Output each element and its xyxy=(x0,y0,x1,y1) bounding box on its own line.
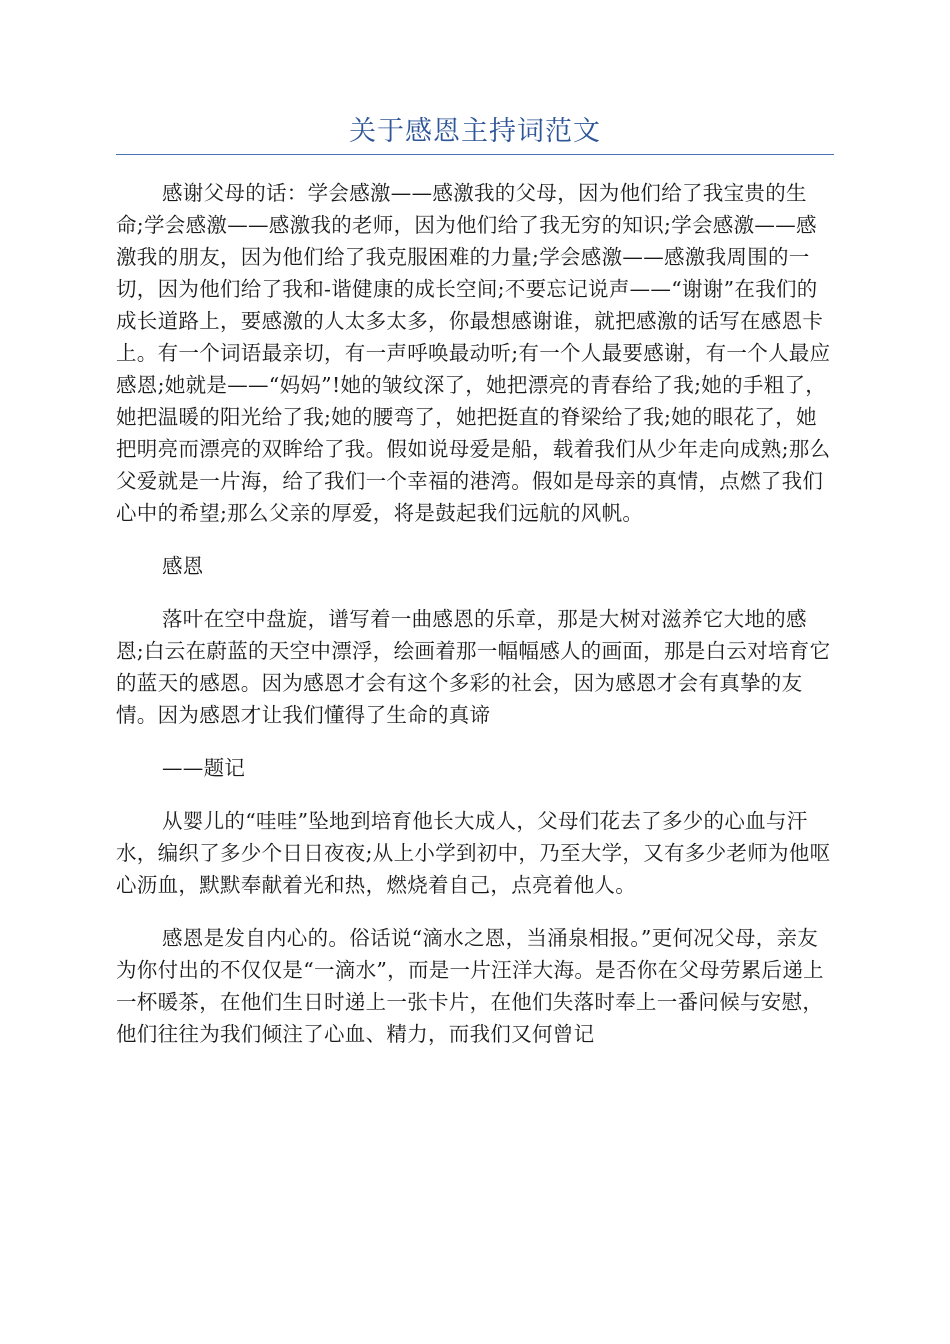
document-page xyxy=(116,112,834,1071)
paragraph-parents-teachers: 从婴儿的“哇哇”坠地到培育他长大成人，父母们花去了多少的心血与汗水，编织了多少个日日夜夜;从上小学到初中，乃至大学，又有多少老师为他呕心沥血，默默奉献着光和热，燃烧着自己，点亮着他人。 xyxy=(116,809,831,897)
paragraph-gratitude-from-heart: 感恩是发自内心的。俗话说“滴水之恩，当涌泉相报。”更何况父母，亲友为你付出的不仅仅是“一滴水”，而是一片汪洋大海。是否你在父母劳累后递上一杯暖茶，在他们生日时递上一张卡片，在他们失落时奉上一番问候与安慰，他们往往为我们倾注了心血、精力，而我们又何曾记 xyxy=(116,926,824,1046)
paragraph-falling-leaves: 落叶在空中盘旋，谱写着一曲感恩的乐章，那是大树对滋养它大地的感恩;白云在蔚蓝的天空中漂浮，绘画着那一幅幅感人的画面，那是白云对培育它的蓝天的感恩。因为感恩才会有这个多彩的社会，因为感恩才会有真挚的友情。因为感恩才让我们懂得了生命的真谛 xyxy=(116,607,831,727)
epigraph-label: ——题记 xyxy=(162,756,246,780)
section-heading-gratitude: 感恩 xyxy=(162,554,204,578)
title-underline xyxy=(116,154,834,155)
document-title: 关于感恩主持词范文 xyxy=(349,116,601,147)
paragraph-thanks-parents: 感谢父母的话：学会感激——感激我的父母，因为他们给了我宝贵的生命;学会感激——感激我的老师，因为他们给了我无穷的知识;学会感激——感激我的朋友，因为他们给了我克服困难的力量;学会感激——感激我周围的一切，因为他们给了我和-谐健康的成长空间;不要忘记说声——“谢谢”在我们的成长道路上，要感激的人太多太多，你最想感谢谁，就把感激的话写在感恩卡上。有一个词语最亲切，有一声呼唤最动听;有一个人最要感谢，有一个人最应感恩;她就是——“妈妈”!她的皱纹深了，她把漂亮的青春给了我;她的手粗了，她把温暖的阳光给了我;她的腰弯了，她把挺直的脊梁给了我;她的眼花了，她把明亮而漂亮的双眸给了我。假如说母爱是船，载着我们从少年走向成熟;那么父爱就是一片海，给了我们一个幸福的港湾。假如是母亲的真情，点燃了我们心中的希望;那么父亲的厚爱，将是鼓起我们远航的风帆。 xyxy=(116,181,831,525)
